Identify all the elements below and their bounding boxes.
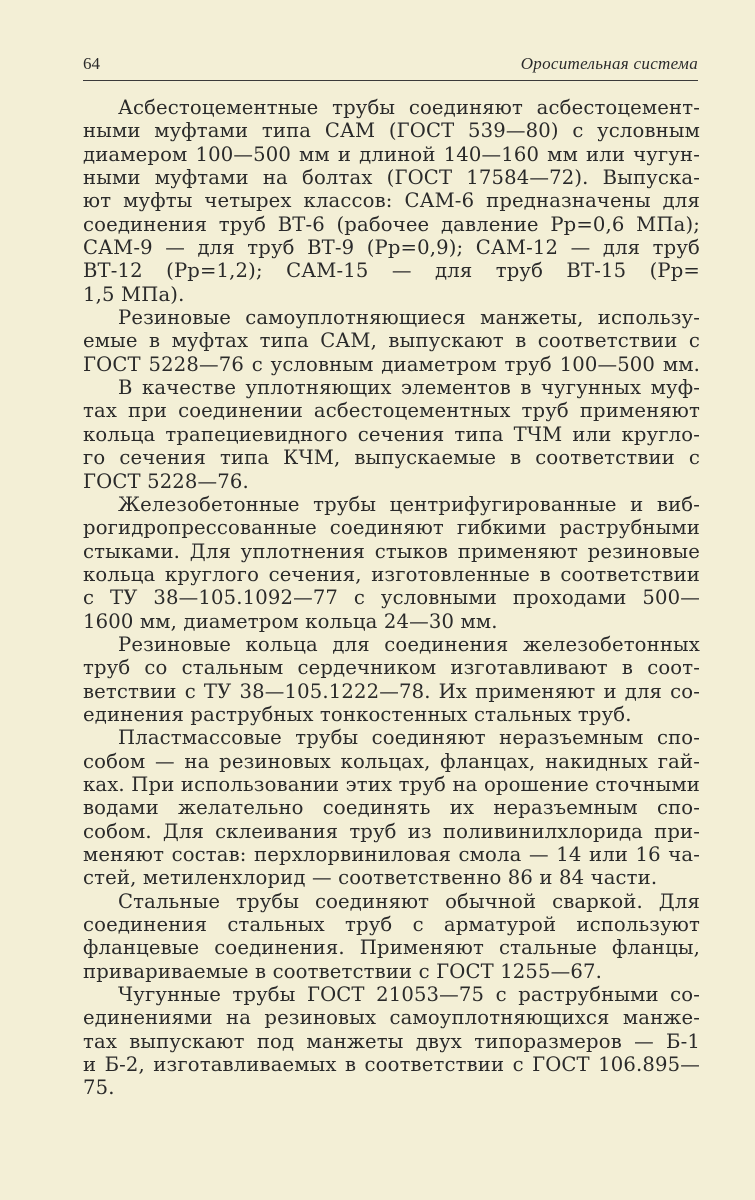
text-line: ными муфтами на болтах (ГОСТ 17584—72). Выпуска- [83, 166, 700, 190]
text-line: кольца трапециевидного сечения типа ТЧМ или кругло- [83, 422, 700, 446]
text-line: ют муфты четырех классов: САМ-6 предназначены для [83, 189, 700, 213]
text-line: ГОСТ 5228—76. [83, 469, 249, 493]
header-rule [83, 80, 698, 81]
text-line: 1,5 МПа). [83, 282, 185, 306]
text-line: 75. [83, 1076, 115, 1100]
text-line: тах при соединении асбестоцементных труб применяют [83, 399, 700, 423]
text-line: Пластмассовые трубы соединяют неразъемным спо- [118, 726, 700, 750]
text-line: стыками. Для уплотнения стыков применяют резиновые [83, 539, 700, 563]
text-line: ках. При использовании этих труб на орошение сточными [83, 772, 700, 796]
text-line: Резиновые кольца для соединения железобетонных [118, 632, 700, 656]
text-line: В качестве уплотняющих элементов в чугунных муф- [118, 376, 700, 400]
text-line: с ТУ 38—105.1092—77 с условными проходами 500— [83, 586, 700, 610]
text-line: САМ-9 — для труб ВТ-9 (Pр=0,9); САМ-12 — для труб [83, 236, 700, 260]
text-line: емые в муфтах типа САМ, выпускают в соответствии с [83, 329, 700, 353]
text-line: собом — на резиновых кольцах, фланцах, накидных гай- [83, 749, 700, 773]
text-line: го сечения типа КЧМ, выпускаемые в соответствии с [83, 446, 700, 470]
text-line: ветствии с ТУ 38—105.1222—78. Их применяют и для со- [83, 679, 700, 703]
text-line: собом. Для склеивания труб из поливинилхлорида при- [83, 819, 700, 843]
page-header [83, 54, 698, 80]
text-line: ными муфтами типа САМ (ГОСТ 539—80) с условным [83, 119, 700, 143]
text-line: диамером 100—500 мм и длиной 140—160 мм или чугун- [83, 142, 700, 166]
text-line: привариваемые в соответствии с ГОСТ 1255—67. [83, 959, 603, 983]
text-line: Железобетонные трубы центрифугированные и виб- [118, 492, 700, 516]
text-line: единения раструбных тонкостенных стальных труб. [83, 702, 632, 726]
text-line: тах выпускают под манжеты двух типоразмеров — Б-1 [83, 1029, 700, 1053]
text-line: Резиновые самоуплотняющиеся манжеты, использу- [118, 306, 700, 330]
text-line: ВТ-12 (Pр=1,2); САМ-15 — для труб ВТ-15 (Pр= [83, 259, 700, 283]
text-line: и Б-2, изготавливаемых в соответствии с ГОСТ 106.895— [83, 1053, 700, 1077]
text-line: водами желательно соединять их неразъемным спо- [83, 796, 700, 820]
text-line: 1600 мм, диаметром кольца 24—30 мм. [83, 609, 498, 633]
page-number: 64 [83, 54, 100, 73]
body-text [83, 96, 700, 1100]
text-line: кольца круглого сечения, изготовленные в соответствии [83, 562, 700, 586]
text-line: соединения труб ВТ-6 (рабочее давление Pр=0,6 МПа); [83, 212, 700, 236]
text-line: ГОСТ 5228—76 с условным диаметром труб 100—500 мм. [83, 352, 700, 376]
text-line: рогидропрессованные соединяют гибкими раструбными [83, 516, 700, 540]
text-line: Асбестоцементные трубы соединяют асбестоцемент- [118, 96, 700, 119]
text-line: единениями на резиновых самоуплотняющихся манже- [83, 1006, 700, 1030]
text-line: соединения стальных труб с арматурой используют [83, 913, 700, 937]
text-line: фланцевые соединения. Применяют стальные фланцы, [83, 936, 700, 960]
text-line: меняют состав: перхлорвиниловая смола — 14 или 16 ча- [83, 843, 700, 866]
text-line: труб со стальным сердечником изготавливают в соот- [83, 656, 700, 680]
text-line: Чугунные трубы ГОСТ 21053—75 с раструбными со- [118, 983, 700, 1007]
text-line: Стальные трубы соединяют обычной сваркой. Для [118, 889, 700, 913]
text-line: стей, метиленхлорид — соответственно 86 и 84 части. [83, 866, 658, 890]
running-title: Оросительная система [520, 54, 698, 73]
